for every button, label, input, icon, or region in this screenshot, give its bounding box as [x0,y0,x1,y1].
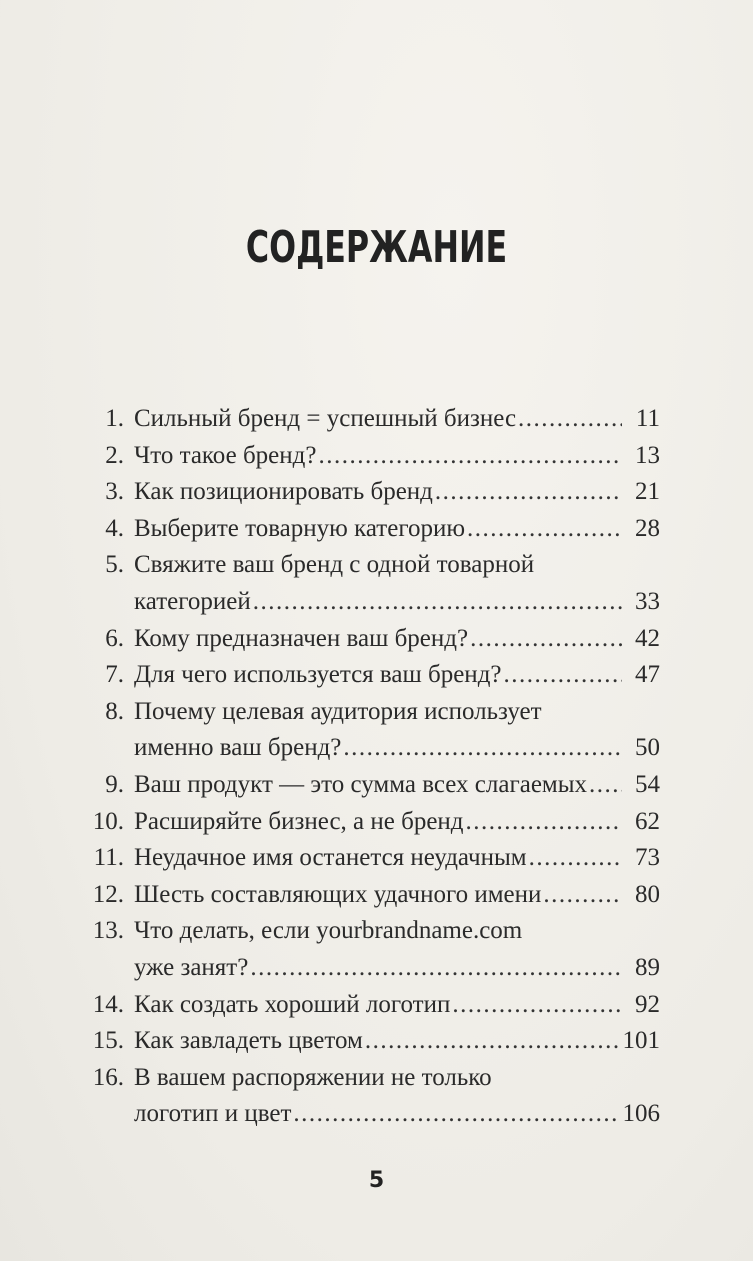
toc-entry-title: Шесть составляющих удачного имени [134,880,542,908]
toc-leader-dots [343,730,622,767]
toc-entry [84,767,660,804]
toc-line [84,767,660,804]
toc-line [84,511,660,548]
toc-leader-dots [589,767,622,804]
toc-entry-title: Сильный бренд = успешный бизнес [134,405,517,432]
toc-entry-number: 16. [92,1063,124,1091]
page-number: 5 [368,1168,385,1193]
toc-leader-dots [467,511,622,548]
toc-entry [84,401,660,438]
toc-line [84,730,660,767]
toc-entry-number: 3. [105,478,124,506]
toc-entry [84,804,660,841]
toc-entry-number: 11. [93,844,124,872]
toc-entry-number: 2. [105,441,124,469]
toc-entry-number: 13. [92,917,124,945]
toc-entry-number: 14. [92,990,124,1018]
toc-leader-dots [250,950,622,987]
toc-line [84,584,660,621]
toc-entry [84,1023,660,1060]
toc-line [84,1023,660,1060]
toc-line [84,1060,660,1097]
toc-entry-title: Свяжите ваш бренд с одной товарной [134,551,535,579]
toc-leader-dots [518,401,622,438]
toc-entry [84,1060,660,1133]
toc-entry-number: 12. [92,880,124,908]
toc-page-number: 28 [635,514,660,542]
toc-entry-number: 8. [105,697,124,725]
toc-leader-dots [452,987,622,1024]
toc-line [84,621,660,658]
toc-line [84,474,660,511]
toc-entry-title: В вашем распоряжении не только [134,1063,492,1091]
toc-leader-dots [504,657,622,694]
toc-entry-title: категорией [134,587,251,615]
toc-entry-number: 1. [105,405,124,432]
toc-leader-dots [470,621,622,658]
toc-page-number: 13 [635,441,660,469]
toc-entry-title: Как создать хороший логотип [134,990,451,1018]
toc-entry-title: Почему целевая аудитория использует [134,697,542,725]
toc-entry-title: Как позиционировать бренд [134,478,433,506]
toc-line [84,438,660,475]
toc-line [84,547,660,584]
toc-entry-title: Выберите товарную категорию [134,514,466,542]
toc-leader-dots [466,804,622,841]
toc-entry-title: Кому предназначен ваш бренд? [134,624,469,652]
toc-line [84,401,660,438]
toc-entry [84,840,660,877]
toc-entry-number: 10. [92,807,124,835]
toc-entry-title: Что делать, если yourbrandname.com [134,917,523,945]
toc-leader-dots [293,1096,618,1133]
toc-entry-title: именно ваш бренд? [134,734,342,762]
toc-line [84,694,660,731]
toc-entry-number: 15. [92,1027,124,1055]
toc-page-number: 92 [635,990,660,1018]
toc-line [84,840,660,877]
toc-page-number: 33 [635,587,660,615]
toc-entry [84,694,660,767]
toc-entry [84,913,660,986]
toc-page-number: 11 [635,405,660,432]
toc-page-number: 62 [635,807,660,835]
toc-page-number: 80 [635,880,660,908]
table-of-contents [84,401,660,1133]
toc-entry-title: Как завладеть цветом [134,1027,363,1055]
toc-entry-title: Что такое бренд? [134,441,317,469]
toc-line [84,987,660,1024]
toc-entry [84,474,660,511]
toc-entry-title: Ваш продукт — это сумма всех слагаемых [134,770,588,798]
toc-entry [84,657,660,694]
toc-entry [84,621,660,658]
toc-page-number: 89 [635,953,660,981]
toc-leader-dots [365,1023,619,1060]
toc-line [84,950,660,987]
toc-line [84,877,660,914]
toc-page-number: 106 [622,1100,660,1128]
toc-entry [84,511,660,548]
toc-line [84,913,660,950]
toc-line [84,657,660,694]
toc-entry-title: Расширяйте бизнес, а не бренд [134,807,464,835]
toc-line [84,1096,660,1133]
toc-leader-dots [318,438,622,475]
toc-entry [84,438,660,475]
toc-page-number: 47 [635,661,660,689]
toc-leader-dots [435,474,622,511]
toc-entry-title: логотип и цвет [134,1100,292,1128]
toc-page-number: 73 [635,844,660,872]
toc-entry-number: 5. [105,551,124,579]
toc-page-number: 101 [622,1027,660,1055]
toc-entry [84,877,660,914]
toc-entry-title: Неудачное имя останется неудачным [134,844,527,872]
toc-entry [84,987,660,1024]
toc-page-number: 50 [635,734,660,762]
toc-page-number: 54 [635,770,660,798]
toc-leader-dots [543,877,622,914]
toc-page-number: 21 [635,478,660,506]
page-title: СОДЕРЖАНИЕ [245,222,508,273]
toc-entry-number: 7. [105,661,124,689]
toc-entry [84,547,660,620]
toc-entry-number: 4. [105,514,124,542]
toc-entry-title: Для чего используется ваш бренд? [134,661,502,689]
toc-leader-dots [253,584,622,621]
toc-entry-number: 6. [105,624,124,652]
toc-leader-dots [529,840,622,877]
toc-line [84,804,660,841]
toc-entry-title: уже занят? [134,953,249,981]
toc-page-number: 42 [635,624,660,652]
toc-entry-number: 9. [105,770,124,798]
